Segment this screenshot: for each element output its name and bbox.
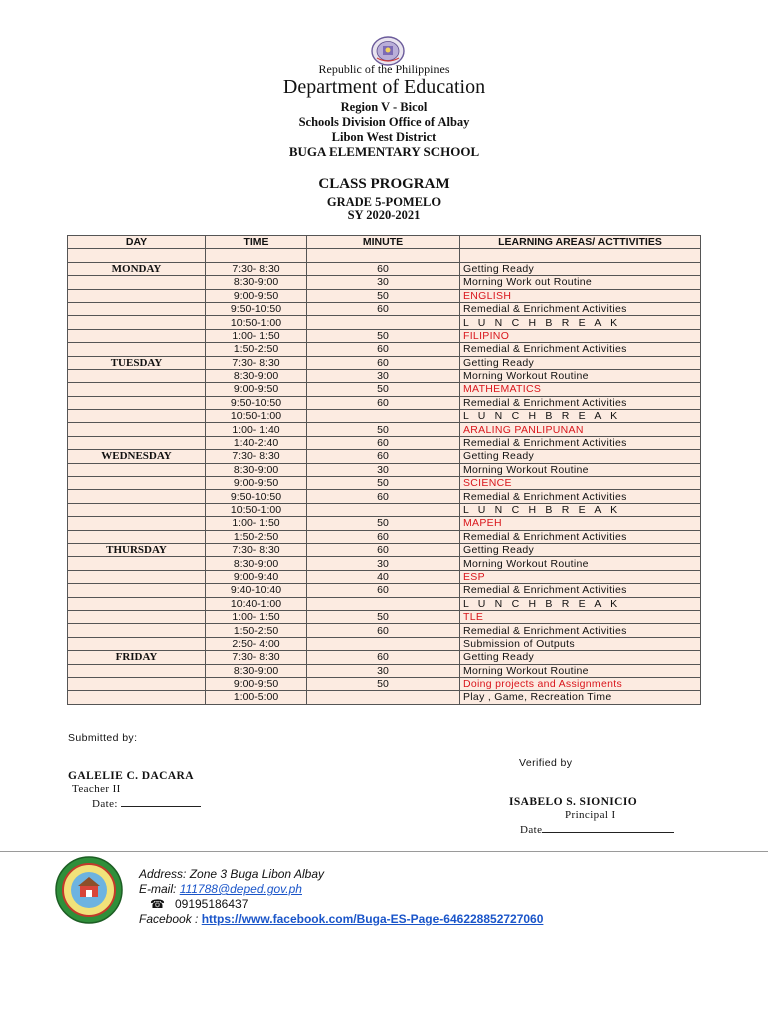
- table-row: [68, 477, 701, 490]
- table-row: [68, 450, 701, 463]
- day-cell: [68, 329, 206, 342]
- table-row: [68, 610, 701, 623]
- table-row: [68, 463, 701, 476]
- activity-cell: MAPEH: [460, 517, 701, 530]
- minute-cell: 50: [307, 423, 460, 436]
- activity-cell: [460, 249, 701, 262]
- time-cell: 7:30- 8:30: [206, 262, 307, 275]
- minute-cell: [307, 597, 460, 610]
- time-cell: 7:30- 8:30: [206, 356, 307, 369]
- day-cell: [68, 302, 206, 315]
- day-cell: [68, 584, 206, 597]
- day-cell: [68, 610, 206, 623]
- principal-date-line: [520, 822, 674, 836]
- time-cell: 9:40-10:40: [206, 584, 307, 597]
- header-time: TIME: [206, 236, 307, 249]
- day-cell: [68, 570, 206, 583]
- activity-cell: TLE: [460, 610, 701, 623]
- minute-cell: 50: [307, 477, 460, 490]
- minute-cell: 60: [307, 543, 460, 556]
- header-minute: MINUTE: [307, 236, 460, 249]
- day-cell: [68, 343, 206, 356]
- day-cell: [68, 557, 206, 570]
- time-cell: 7:30- 8:30: [206, 651, 307, 664]
- minute-cell: 60: [307, 651, 460, 664]
- table-row: [68, 329, 701, 342]
- activity-cell: MATHEMATICS: [460, 383, 701, 396]
- day-cell: [68, 369, 206, 382]
- time-cell: 8:30-9:00: [206, 369, 307, 382]
- time-cell: 1:50-2:50: [206, 530, 307, 543]
- day-cell: [68, 624, 206, 637]
- time-cell: 9:00-9:50: [206, 477, 307, 490]
- day-cell: [68, 383, 206, 396]
- day-cell: [68, 530, 206, 543]
- activity-cell: Remedial & Enrichment Activities: [460, 302, 701, 315]
- activity-cell: Morning Workout Routine: [460, 557, 701, 570]
- minute-cell: 60: [307, 396, 460, 409]
- table-row: [68, 302, 701, 315]
- time-cell: 8:30-9:00: [206, 276, 307, 289]
- minute-cell: 60: [307, 624, 460, 637]
- department-heading: Department of Education: [282, 76, 486, 98]
- table-row: [68, 597, 701, 610]
- day-cell: [68, 477, 206, 490]
- time-cell: 7:30- 8:30: [206, 543, 307, 556]
- table-row: [68, 276, 701, 289]
- time-cell: 1:50-2:50: [206, 343, 307, 356]
- table-body: [68, 249, 701, 704]
- time-cell: 10:50-1:00: [206, 410, 307, 423]
- activity-cell: Morning Work out Routine: [460, 276, 701, 289]
- minute-cell: 50: [307, 329, 460, 342]
- table-row: [68, 651, 701, 664]
- time-cell: 10:40-1:00: [206, 597, 307, 610]
- activity-cell: ESP: [460, 570, 701, 583]
- activity-cell: L U N C H B R E A K: [460, 410, 701, 423]
- minute-cell: 40: [307, 570, 460, 583]
- activity-cell: L U N C H B R E A K: [460, 316, 701, 329]
- day-cell: [68, 490, 206, 503]
- minute-cell: 60: [307, 302, 460, 315]
- table-header-row: [68, 236, 701, 249]
- time-cell: 7:30- 8:30: [206, 450, 307, 463]
- header-day: DAY: [68, 236, 206, 249]
- table-row: [68, 637, 701, 650]
- day-cell: [68, 677, 206, 690]
- footer-address: Address: Zone 3 Buga Libon Albay: [139, 867, 325, 881]
- minute-cell: 60: [307, 436, 460, 449]
- day-cell: THURSDAY: [68, 543, 206, 556]
- teacher-position: Teacher II: [72, 783, 121, 795]
- table-row: [68, 289, 701, 302]
- table-row: [68, 423, 701, 436]
- day-cell: [68, 597, 206, 610]
- activity-cell: Play , Game, Recreation Time: [460, 691, 701, 704]
- day-cell: WEDNESDAY: [68, 450, 206, 463]
- phone-icon: ☎: [150, 897, 165, 911]
- activity-cell: Getting Ready: [460, 651, 701, 664]
- footer-facebook-label: Facebook :: [139, 912, 199, 926]
- minute-cell: 30: [307, 664, 460, 677]
- activity-cell: Submission of Outputs: [460, 637, 701, 650]
- minute-cell: [307, 410, 460, 423]
- footer-phone: 09195186437: [174, 897, 249, 911]
- day-cell: [68, 249, 206, 262]
- minute-cell: [307, 503, 460, 516]
- activity-cell: ARALING PANLIPUNAN: [460, 423, 701, 436]
- time-cell: 8:30-9:00: [206, 557, 307, 570]
- time-cell: 1:00- 1:50: [206, 610, 307, 623]
- minute-cell: 30: [307, 276, 460, 289]
- table-row: [68, 503, 701, 516]
- footer-divider: [0, 851, 768, 852]
- activity-cell: Remedial & Enrichment Activities: [460, 530, 701, 543]
- table-row: [68, 436, 701, 449]
- minute-cell: [307, 316, 460, 329]
- table-row: [68, 249, 701, 262]
- time-cell: 1:00- 1:50: [206, 517, 307, 530]
- time-cell: 2:50- 4:00: [206, 637, 307, 650]
- table-row: [68, 584, 701, 597]
- table-row: [68, 570, 701, 583]
- table-row: [68, 624, 701, 637]
- activity-cell: Getting Ready: [460, 356, 701, 369]
- minute-cell: [307, 691, 460, 704]
- day-cell: [68, 664, 206, 677]
- footer-email-link[interactable]: 111788@deped.gov.ph: [179, 882, 302, 896]
- day-cell: [68, 423, 206, 436]
- day-cell: [68, 276, 206, 289]
- footer-facebook-line: [139, 912, 543, 926]
- table-row: [68, 396, 701, 409]
- day-cell: FRIDAY: [68, 651, 206, 664]
- time-cell: 9:50-10:50: [206, 302, 307, 315]
- submitted-by-label: Submitted by:: [68, 732, 138, 744]
- day-cell: [68, 463, 206, 476]
- minute-cell: 50: [307, 383, 460, 396]
- table-row: [68, 691, 701, 704]
- time-cell: 9:00-9:40: [206, 570, 307, 583]
- table-row: [68, 530, 701, 543]
- minute-cell: 30: [307, 369, 460, 382]
- table-row: [68, 664, 701, 677]
- time-cell: 9:00-9:50: [206, 289, 307, 302]
- time-cell: 10:50-1:00: [206, 316, 307, 329]
- school-heading: BUGA ELEMENTARY SCHOOL: [288, 144, 480, 159]
- activity-cell: Remedial & Enrichment Activities: [460, 490, 701, 503]
- principal-date-label: Date: [520, 824, 543, 836]
- footer-email-line: [139, 882, 302, 896]
- table-row: [68, 410, 701, 423]
- time-cell: 1:40-2:40: [206, 436, 307, 449]
- time-cell: 9:50-10:50: [206, 490, 307, 503]
- activity-cell: Getting Ready: [460, 543, 701, 556]
- activity-cell: Remedial & Enrichment Activities: [460, 624, 701, 637]
- minute-cell: 60: [307, 343, 460, 356]
- activity-cell: FILIPINO: [460, 329, 701, 342]
- day-cell: [68, 691, 206, 704]
- time-cell: 10:50-1:00: [206, 503, 307, 516]
- time-cell: 8:30-9:00: [206, 463, 307, 476]
- activity-cell: Remedial & Enrichment Activities: [460, 436, 701, 449]
- school-year-title: SY 2020-2021: [347, 208, 421, 222]
- region-heading: Region V - Bicol: [340, 100, 428, 114]
- time-cell: 1:00- 1:50: [206, 329, 307, 342]
- minute-cell: 50: [307, 610, 460, 623]
- activity-cell: Morning Workout Routine: [460, 369, 701, 382]
- district-heading: Libon West District: [331, 130, 437, 144]
- republic-heading: Republic of the Philippines: [318, 62, 450, 76]
- table-row: [68, 316, 701, 329]
- table-row: [68, 262, 701, 275]
- minute-cell: 60: [307, 490, 460, 503]
- minute-cell: 60: [307, 356, 460, 369]
- minute-cell: [307, 637, 460, 650]
- minute-cell: 30: [307, 557, 460, 570]
- minute-cell: [307, 249, 460, 262]
- time-cell: 1:00-5:00: [206, 691, 307, 704]
- table-row: [68, 356, 701, 369]
- day-cell: [68, 410, 206, 423]
- minute-cell: 60: [307, 262, 460, 275]
- activity-cell: Getting Ready: [460, 262, 701, 275]
- time-cell: 1:00- 1:40: [206, 423, 307, 436]
- minute-cell: 50: [307, 517, 460, 530]
- minute-cell: 60: [307, 530, 460, 543]
- time-cell: 8:30-9:00: [206, 664, 307, 677]
- table-row: [68, 369, 701, 382]
- division-heading: Schools Division Office of Albay: [298, 115, 470, 129]
- footer-email-label: E-mail:: [139, 882, 177, 896]
- time-cell: [206, 249, 307, 262]
- principal-position: Principal I: [565, 809, 616, 821]
- day-cell: MONDAY: [68, 262, 206, 275]
- activity-cell: Remedial & Enrichment Activities: [460, 396, 701, 409]
- day-cell: [68, 396, 206, 409]
- class-program-title: CLASS PROGRAM: [318, 176, 450, 192]
- footer-facebook-link[interactable]: https://www.facebook.com/Buga-ES-Page-646228852727060: [201, 912, 544, 926]
- time-cell: 9:00-9:50: [206, 383, 307, 396]
- teacher-date-label: Date:: [92, 798, 118, 810]
- minute-cell: 60: [307, 450, 460, 463]
- activity-cell: Doing projects and Assignments: [460, 677, 701, 690]
- activity-cell: Remedial & Enrichment Activities: [460, 584, 701, 597]
- minute-cell: 30: [307, 463, 460, 476]
- principal-date-blank: [542, 822, 674, 833]
- table-row: [68, 677, 701, 690]
- time-cell: 9:00-9:50: [206, 677, 307, 690]
- footer-phone-line: [150, 897, 248, 911]
- table-row: [68, 557, 701, 570]
- minute-cell: 50: [307, 677, 460, 690]
- teacher-name: GALELIE C. DACARA: [68, 770, 194, 782]
- day-cell: [68, 436, 206, 449]
- table-row: [68, 543, 701, 556]
- minute-cell: 60: [307, 584, 460, 597]
- activity-cell: Getting Ready: [460, 450, 701, 463]
- activity-cell: Morning Workout Routine: [460, 664, 701, 677]
- activity-cell: L U N C H B R E A K: [460, 597, 701, 610]
- minute-cell: 50: [307, 289, 460, 302]
- day-cell: [68, 503, 206, 516]
- activity-cell: SCIENCE: [460, 477, 701, 490]
- principal-name: ISABELO S. SIONICIO: [509, 796, 638, 808]
- school-logo: [54, 855, 124, 925]
- day-cell: [68, 316, 206, 329]
- time-cell: 9:50-10:50: [206, 396, 307, 409]
- day-cell: [68, 517, 206, 530]
- table-row: [68, 517, 701, 530]
- time-cell: 1:50-2:50: [206, 624, 307, 637]
- activity-cell: ENGLISH: [460, 289, 701, 302]
- class-program-table: [67, 235, 701, 705]
- teacher-date-line: [92, 796, 201, 810]
- table-row: [68, 343, 701, 356]
- day-cell: TUESDAY: [68, 356, 206, 369]
- day-cell: [68, 637, 206, 650]
- header-learning-areas: LEARNING AREAS/ ACTTIVITIES: [460, 236, 701, 249]
- teacher-date-blank: [121, 796, 201, 807]
- table-row: [68, 490, 701, 503]
- activity-cell: L U N C H B R E A K: [460, 503, 701, 516]
- grade-section-title: GRADE 5-POMELO: [326, 195, 442, 209]
- activity-cell: Morning Workout Routine: [460, 463, 701, 476]
- table-row: [68, 383, 701, 396]
- verified-by-label: Verified by: [519, 757, 573, 769]
- day-cell: [68, 289, 206, 302]
- activity-cell: Remedial & Enrichment Activities: [460, 343, 701, 356]
